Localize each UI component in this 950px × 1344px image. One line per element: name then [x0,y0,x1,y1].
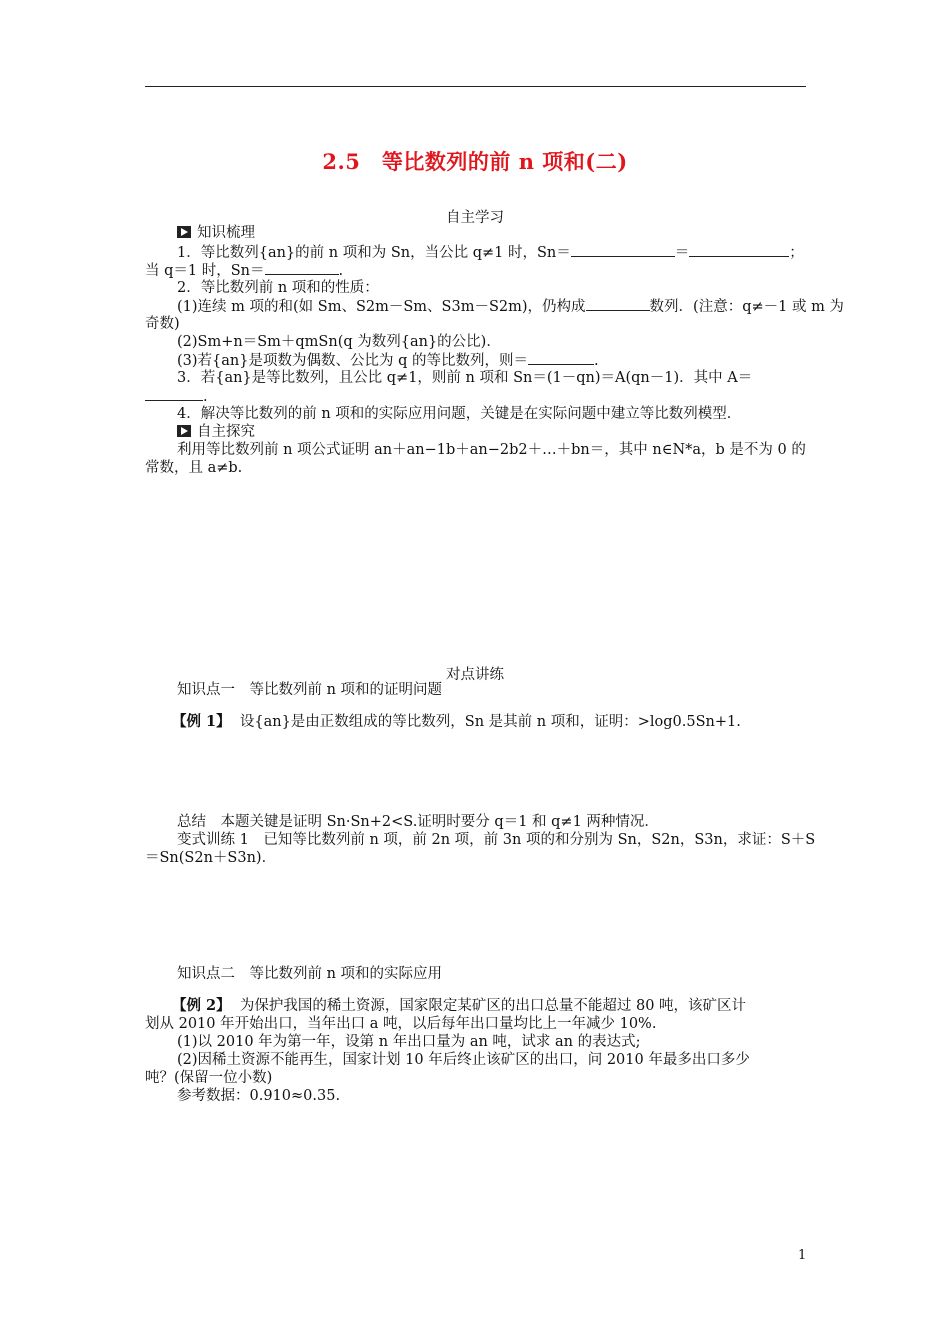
example-1: 【例 1】 设{an}是由正数组成的等比数列，Sn 是其前 n 项和，证明：>log0.5Sn+1. [172,713,741,730]
page-number: 1 [798,1248,807,1263]
blank-3 [265,261,339,275]
section-title-practice: 对点讲练 [446,667,504,683]
page-title: 2.5 等比数列的前 n 项和(二) [322,149,628,174]
blank-1 [571,243,675,257]
paragraph-2: 2．等比数列前 n 项和的性质： [177,280,379,296]
blank-6 [145,387,203,401]
example-1-label: 【例 1】 [172,713,231,730]
explore-text-cont: 常数，且 a≠b. [145,460,243,476]
example-2-q1: (1)以 2010 年为第一年，设第 n 年出口量为 an 吨，试求 an 的表达式; [177,1034,641,1050]
knowledge-point-2: 知识点二 等比数列前 n 项和的实际应用 [177,966,443,982]
variation-1-cont: ＝Sn(S2n＋S3n)． [145,850,277,866]
paragraph-2-2: (2)Sm+n＝Sm＋qmSn(q 为数列{an}的公比)． [177,334,501,350]
reference-data: 参考数据：0.910≈0.35. [177,1088,341,1104]
paragraph-1-cont: 当 q＝1 时，Sn＝ . [145,263,344,279]
summary: 总结 本题关键是证明 Sn·Sn+2<S.证明时要分 q＝1 和 q≠1 两种情况． [177,814,659,830]
header-rule [145,86,806,87]
heading-explore: 自主探究 [177,423,255,441]
example-2-q2: (2)因稀土资源不能再生，国家计划 10 年后终止该矿区的出口，问 2010 年最多出口多少 [177,1052,750,1068]
heading-knowledge: 知识梳理 [177,224,255,242]
section-title-self-study: 自主学习 [446,210,504,226]
blank-2 [689,243,789,257]
example-2-label: 【例 2】 [172,997,231,1014]
knowledge-point-1: 知识点一 等比数列前 n 项和的证明问题 [177,682,443,698]
play-triangle-icon [177,425,191,437]
example-2-line-2: 划从 2010 年开始出口，当年出口 a 吨，以后每年出口量均比上一年减少 10%. [145,1016,657,1032]
example-2-q2-cont: 吨？(保留一位小数) [145,1070,273,1086]
explore-text: 利用等比数列前 n 项公式证明 an＋an−1b＋an−2b2＋…＋bn＝，其中 n∈N*a，b 是不为 0 的 [177,442,806,458]
paragraph-2-3: (3)若{an}是项数为偶数、公比为 q 的等比数列，则＝ . [177,353,599,369]
blank-4 [586,297,650,311]
paragraph-1: 1．等比数列{an}的前 n 项和为 Sn，当公比 q≠1 时，Sn＝ ＝ ； [177,245,804,261]
example-2: 【例 2】 为保护我国的稀土资源，国家限定某矿区的出口总量不能超过 80 吨，该矿区计 [172,997,747,1014]
paragraph-4: 4．解决等比数列的前 n 项和的实际应用问题，关键是在实际问题中建立等比数列模型． [177,406,742,422]
play-triangle-icon [177,226,191,238]
blank-5 [528,351,594,365]
paragraph-3: 3．若{an}是等比数列，且公比 q≠1，则前 n 项和 Sn＝(1－qn)＝A(qn－1)．其中 A＝ [177,370,753,386]
paragraph-2-1-cont: 奇数) [145,316,180,332]
variation-1: 变式训练 1 已知等比数列前 n 项，前 2n 项，前 3n 项的和分别为 Sn，S2n，S3n，求证：S＋S [177,832,816,848]
paragraph-2-1: (1)连续 m 项的和(如 Sm、S2m－Sm、S3m－S2m)，仍构成 数列．(注意：q≠－1 或 m 为 [177,299,844,315]
paragraph-3-cont: . [145,387,208,406]
